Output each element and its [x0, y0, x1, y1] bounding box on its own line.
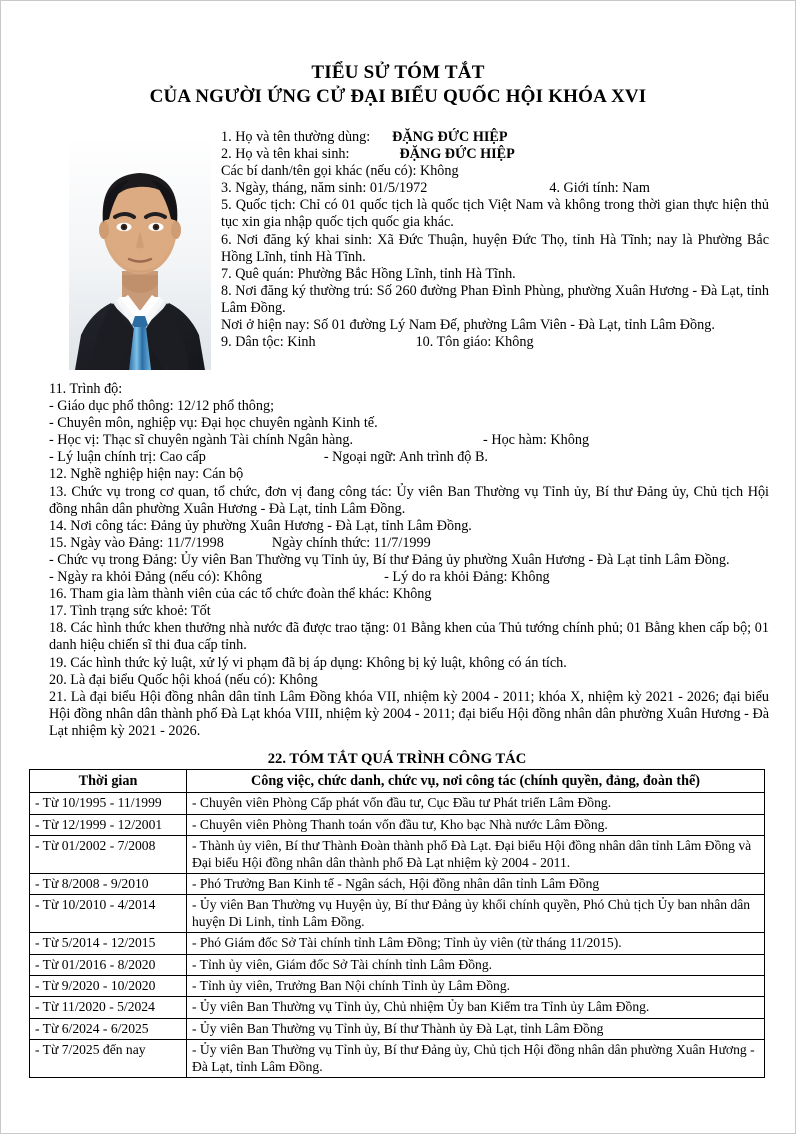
- field-professional-education: - Chuyên môn, nghiệp vụ: Đại học chuyên ngành Kinh tế.: [49, 415, 378, 432]
- table-row: [30, 814, 765, 835]
- field-state-awards: 18. Các hình thức khen thưởng nhà nước đã được trao tặng: 01 Bằng khen của Thủ tướng chính phủ; 01 Bằng khen cấp bộ; 01 danh hiệu chiến sĩ thi đua cấp tỉnh.: [49, 620, 769, 654]
- field-party-official-date: Ngày chính thức: 11/7/1999: [271, 534, 431, 551]
- table-header-row: [30, 770, 765, 793]
- table-row: [30, 1018, 765, 1039]
- field-birth-name: [221, 146, 769, 163]
- field-birth-registration: 6. Nơi đăng ký khai sinh: Xã Đức Thuận, huyện Đức Thọ, tỉnh Hà Tĩnh; nay là Phường Bắc Hồng Lĩnh, tỉnh Hà Tĩnh.: [221, 231, 769, 265]
- field-common-name-value: ĐẶNG ĐỨC HIỆP: [392, 129, 508, 145]
- cell-period: - Từ 9/2020 - 10/2020: [30, 976, 187, 997]
- field-party-join-date: 15. Ngày vào Đảng: 11/7/1998: [49, 534, 224, 551]
- table-row: [30, 976, 765, 997]
- field-party-join-dates: [49, 535, 769, 552]
- document-title-block: [1, 7, 795, 109]
- field-political-theory-and-language: [49, 449, 769, 466]
- field-birth-name-label: 2. Họ và tên khai sinh:: [221, 146, 350, 163]
- field-workplace: 14. Nơi công tác: Đảng ủy phường Xuân Hương - Đà Lạt, tỉnh Lâm Đồng.: [49, 517, 472, 534]
- cell-work: - Thành ủy viên, Bí thư Thành Đoàn thành phố Đà Lạt. Đại biểu Hội đồng nhân dân tỉnh Lâm Đồng và Đại biểu Hội đồng nhân dân thành phố Đà Lạt nhiệm kỳ 2004 - 2011.: [187, 836, 765, 874]
- career-summary-table-body: [30, 793, 765, 1078]
- cell-work: - Phó Trưởng Ban Kinh tế - Ngân sách, Hội đồng nhân dân tỉnh Lâm Đồng: [187, 874, 765, 895]
- field-dob: 3. Ngày, tháng, năm sinh: 01/5/1972: [221, 180, 428, 197]
- field-current-occupation: 12. Nghề nghiệp hiện nay: Cán bộ: [49, 466, 244, 483]
- table-row: [30, 954, 765, 975]
- cell-period: - Từ 8/2008 - 9/2010: [30, 874, 187, 895]
- field-party-exit-reason: - Lý do ra khỏi Đảng: Không: [384, 569, 550, 586]
- career-summary-heading: 22. TÓM TẮT QUÁ TRÌNH CÔNG TÁC: [267, 751, 527, 767]
- field-dob-gender: [221, 180, 769, 197]
- career-summary-table: [29, 769, 765, 1078]
- cell-period: - Từ 11/2020 - 5/2024: [30, 997, 187, 1018]
- page-title-line-1: TIỂU SỬ TÓM TẮT: [311, 62, 485, 83]
- cell-work: - Ủy viên Ban Thường vụ Tỉnh ủy, Bí thư Đảng ủy, Chủ tịch Hội đồng nhân dân phường Xuân Hương - Đà Lạt, tỉnh Lâm Đồng.: [187, 1040, 765, 1078]
- cell-period: - Từ 01/2016 - 8/2020: [30, 954, 187, 975]
- field-common-name: [221, 129, 769, 146]
- field-current-residence: Nơi ở hiện nay: Số 01 đường Lý Nam Đế, phường Lâm Viên - Đà Lạt, tỉnh Lâm Đồng.: [221, 317, 715, 334]
- cell-work: - Ủy viên Ban Thường vụ Tỉnh ủy, Chủ nhiệm Ủy ban Kiểm tra Tỉnh ủy Lâm Đồng.: [187, 997, 765, 1018]
- field-national-assembly-term: 20. Là đại biểu Quốc hội khoá (nếu có): Không: [49, 671, 318, 688]
- column-header-work: Công việc, chức danh, chức vụ, nơi công tác (chính quyền, đảng, đoàn thể): [187, 770, 765, 793]
- cell-work: - Ủy viên Ban Thường vụ Huyện ủy, Bí thư Đảng ủy khối chính quyền, Phó Chủ tịch Ủy ban nhân dân huyện Di Linh, tỉnh Lâm Đồng.: [187, 895, 765, 933]
- field-party-exit: [49, 569, 769, 586]
- field-hometown: 7. Quê quán: Phường Bắc Hồng Lĩnh, tỉnh Hà Tĩnh.: [221, 265, 516, 282]
- field-ethnicity-religion: [221, 334, 769, 351]
- field-common-name-label: 1. Họ và tên thường dùng:: [221, 129, 371, 145]
- table-row: [30, 895, 765, 933]
- field-foreign-language: - Ngoại ngữ: Anh trình độ B.: [323, 449, 488, 466]
- portrait-illustration: [69, 135, 211, 370]
- field-degree: - Học vị: Thạc sĩ chuyên ngành Tài chính Ngân hàng.: [49, 432, 354, 449]
- field-ethnicity: 9. Dân tộc: Kinh: [221, 334, 316, 351]
- table-row: [30, 1040, 765, 1078]
- cell-period: - Từ 12/1999 - 12/2001: [30, 814, 187, 835]
- field-health-status: 17. Tình trạng sức khoẻ: Tốt: [49, 603, 211, 620]
- field-other-organizations: 16. Tham gia làm thành viên của các tổ chức đoàn thể khác: Không: [49, 586, 432, 603]
- field-education-heading: 11. Trình độ:: [49, 381, 123, 397]
- field-nationality: 5. Quốc tịch: Chỉ có 01 quốc tịch là quốc tịch Việt Nam và không trong thời gian thực hiện thủ tục xin gia nhập quốc tịch quốc gia khác.: [221, 197, 769, 231]
- field-alias: Các bí danh/tên gọi khác (nếu có): Không: [221, 163, 459, 180]
- field-religion: 10. Tôn giáo: Không: [415, 334, 534, 351]
- field-party-exit-date: - Ngày ra khỏi Đảng (nếu có): Không: [49, 569, 263, 586]
- field-political-theory: - Lý luận chính trị: Cao cấp: [49, 449, 206, 466]
- cell-period: - Từ 10/2010 - 4/2014: [30, 895, 187, 933]
- cell-period: - Từ 10/1995 - 11/1999: [30, 793, 187, 814]
- field-permanent-residence: 8. Nơi đăng ký thường trú: Số 260 đường Phan Đình Phùng, phường Xuân Hương - Đà Lạt, tỉnh Lâm Đồng.: [221, 282, 769, 316]
- table-row: [30, 933, 765, 954]
- cell-period: - Từ 6/2024 - 6/2025: [30, 1018, 187, 1039]
- field-party-position: - Chức vụ trong Đảng: Ủy viên Ban Thường vụ Tỉnh ủy, Bí thư Đảng ủy phường Xuân Hương - Đà Lạt tỉnh Lâm Đồng.: [49, 551, 730, 568]
- table-row: [30, 874, 765, 895]
- page-sheet: [1, 7, 795, 1131]
- table-row: [30, 836, 765, 874]
- field-peoples-council-terms: 21. Là đại biểu Hội đồng nhân dân tỉnh Lâm Đồng khóa VII, nhiệm kỳ 2004 - 2011; khóa X, nhiệm kỳ 2021 - 2026; đại biểu Hội đồng nhân dân thành phố Đà Lạt khóa VIII, nhiệm kỳ 2004 - 2011; đại biểu Hội đồng nhân dân phường Xuân Hương - Đà Lạt nhiệm kỳ 2021 - 2026.: [49, 688, 769, 739]
- field-gender: 4. Giới tính: Nam: [549, 180, 650, 197]
- cell-work: - Tỉnh ủy viên, Trưởng Ban Nội chính Tỉnh ủy Lâm Đồng.: [187, 976, 765, 997]
- table-row: [30, 793, 765, 814]
- cell-period: - Từ 5/2014 - 12/2015: [30, 933, 187, 954]
- cell-period: - Từ 01/2002 - 7/2008: [30, 836, 187, 874]
- column-header-period: Thời gian: [30, 770, 187, 793]
- field-degree-and-academic-title: [49, 432, 769, 449]
- field-disciplinary-actions: 19. Các hình thức kỷ luật, xử lý vi phạm đã bị áp dụng: Không bị kỷ luật, không có án tích.: [49, 654, 567, 671]
- page-title-line-2: CỦA NGƯỜI ỨNG CỬ ĐẠI BIỂU QUỐC HỘI KHÓA XVI: [149, 86, 647, 107]
- cell-work: - Chuyên viên Phòng Cấp phát vốn đầu tư, Cục Đầu tư Phát triển Lâm Đồng.: [187, 793, 765, 814]
- cell-period: - Từ 7/2025 đến nay: [30, 1040, 187, 1078]
- table-row: [30, 997, 765, 1018]
- personal-info-column: [221, 129, 769, 351]
- candidate-portrait-photo: [69, 135, 211, 370]
- cell-work: - Ủy viên Ban Thường vụ Tỉnh ủy, Bí thư Thành ủy Đà Lạt, tỉnh Lâm Đồng: [187, 1018, 765, 1039]
- cell-work: - Phó Giám đốc Sở Tài chính tỉnh Lâm Đồng; Tỉnh ủy viên (từ tháng 11/2015).: [187, 933, 765, 954]
- cell-work: - Tỉnh ủy viên, Giám đốc Sở Tài chính tỉnh Lâm Đồng.: [187, 954, 765, 975]
- field-birth-name-value: ĐẶNG ĐỨC HIỆP: [399, 146, 515, 163]
- field-current-position: 13. Chức vụ trong cơ quan, tổ chức, đơn vị đang công tác: Ủy viên Ban Thường vụ Tỉnh ủy, Bí thư Đảng ủy, Chủ tịch Hội đồng nhân dân phường Xuân Hương - Đà Lạt, tỉnh Lâm Đồng.: [49, 483, 769, 517]
- field-general-education: - Giáo dục phổ thông: 12/12 phổ thông;: [49, 398, 275, 415]
- cell-work: - Chuyên viên Phòng Thanh toán vốn đầu tư, Kho bạc Nhà nước Lâm Đồng.: [187, 814, 765, 835]
- qualifications-and-career-column: [49, 381, 769, 740]
- field-academic-title: - Học hàm: Không: [483, 432, 590, 449]
